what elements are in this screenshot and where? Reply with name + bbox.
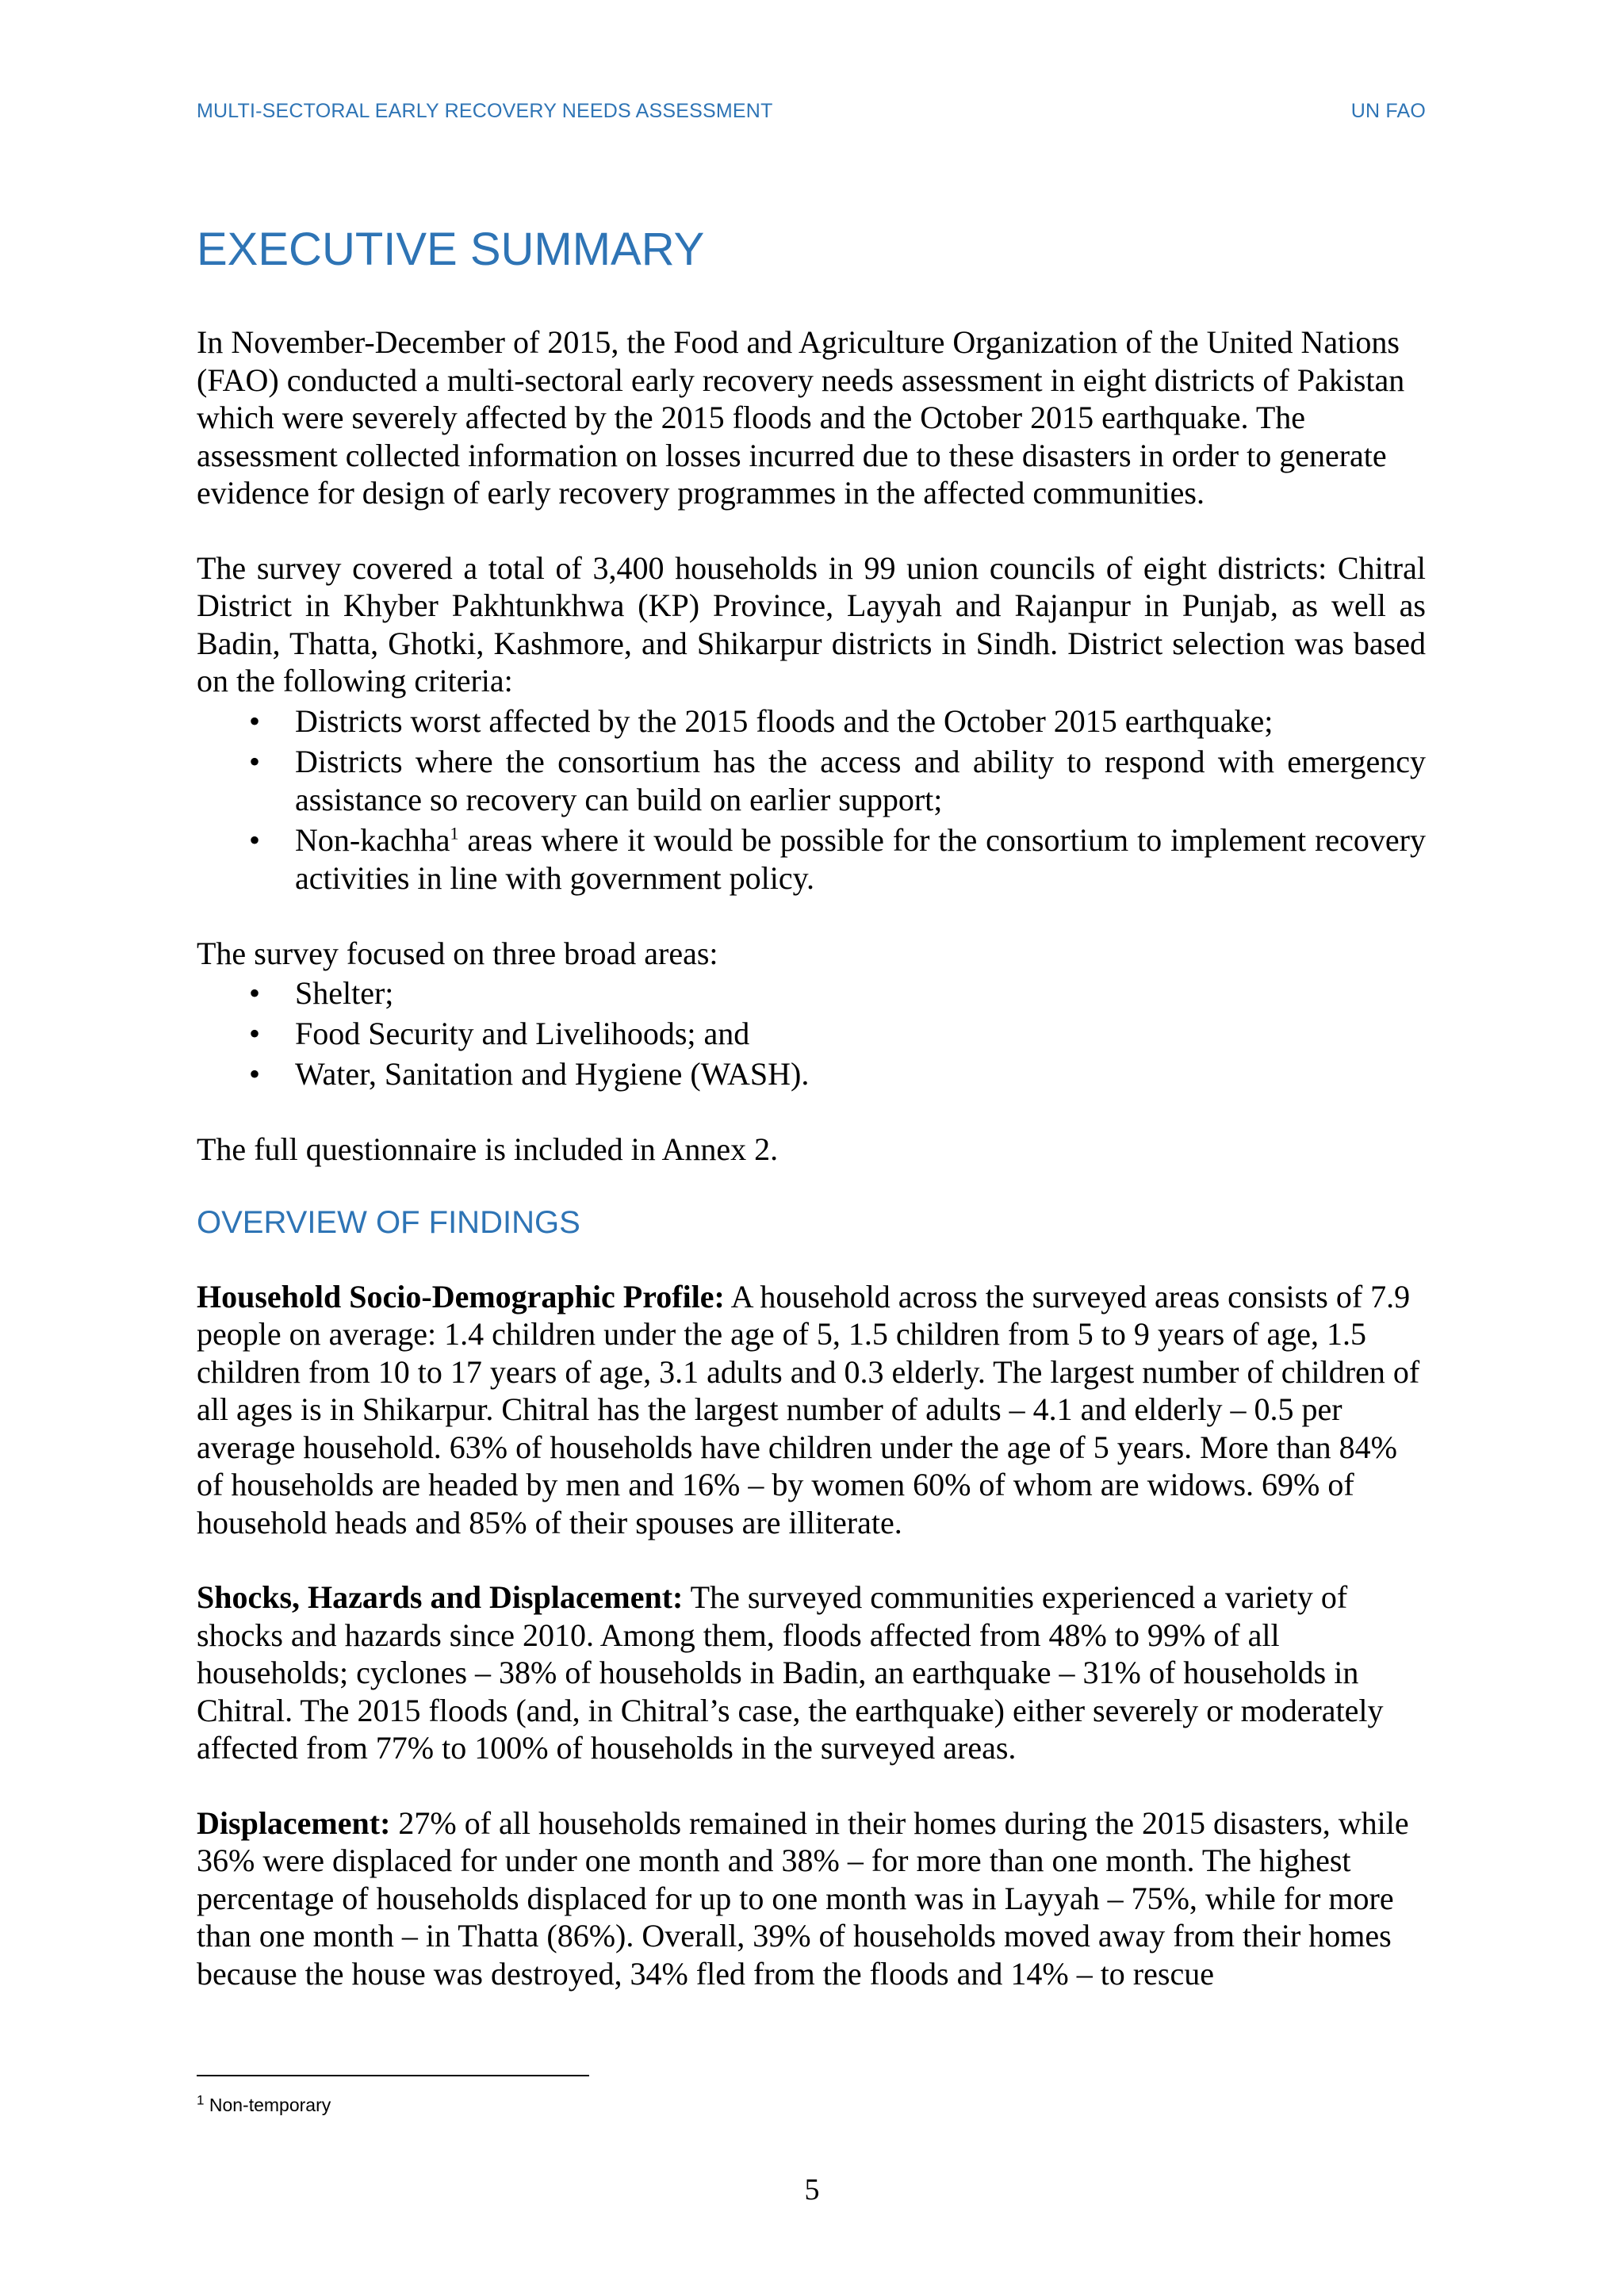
focus-area-text: Shelter; bbox=[295, 975, 394, 1011]
selection-criteria-list bbox=[197, 702, 1426, 897]
intro-paragraph: In November-December of 2015, the Food and Agriculture Organization of the United Nations (FAO) conducted a multi-sectoral early recovery needs assessment in eight districts of Pakistan which were severely affected by the 2015 floods and the October 2015 earthquake. The assessment collected information on losses incurred due to these disasters in order to generate evidence for design of early recovery programmes in the affected communities. bbox=[197, 324, 1405, 511]
list-item bbox=[197, 974, 1426, 1012]
page-title: EXECUTIVE SUMMARY bbox=[197, 224, 705, 275]
list-item bbox=[197, 821, 1426, 897]
overview-heading: OVERVIEW OF FINDINGS bbox=[197, 1204, 580, 1240]
criterion-text: Non-kachha bbox=[295, 821, 450, 858]
focus-paragraph: The survey focused on three broad areas: bbox=[197, 935, 718, 971]
bullet-icon: • bbox=[249, 975, 261, 1011]
focus-area-text: Food Security and Livelihoods; and bbox=[295, 1016, 750, 1051]
finding-label: Shocks, Hazards and Displacement: bbox=[197, 1579, 684, 1615]
criterion-text: Districts where the consortium has the access and ability to respond with emergency assistance so recovery can build on earlier support; bbox=[295, 743, 1426, 817]
page-number: 5 bbox=[804, 2173, 820, 2206]
finding-demographic-profile bbox=[197, 1278, 1426, 1542]
bullet-icon: • bbox=[249, 1056, 261, 1092]
finding-displacement bbox=[197, 1804, 1426, 1993]
bullet-icon: • bbox=[249, 743, 261, 779]
list-item bbox=[197, 1055, 1426, 1093]
finding-label: Household Socio-Demographic Profile: bbox=[197, 1278, 725, 1314]
footnote-divider bbox=[197, 2075, 589, 2076]
bullet-icon: • bbox=[249, 702, 261, 739]
criterion-text: Districts worst affected by the 2015 floods and the October 2015 earthquake; bbox=[295, 702, 1274, 739]
running-header bbox=[197, 100, 1426, 123]
list-item bbox=[197, 1015, 1426, 1053]
page-body bbox=[197, 222, 1426, 1992]
list-item bbox=[197, 702, 1426, 740]
annex-note: The full questionnaire is included in Annex 2. bbox=[197, 1131, 779, 1167]
footnote-number: 1 bbox=[197, 2092, 205, 2108]
footnote-text: Non-temporary bbox=[209, 2095, 331, 2115]
header-organization: UN FAO bbox=[1350, 100, 1426, 122]
footnote-reference: 1 bbox=[450, 823, 459, 844]
finding-text: A household across the surveyed areas consists of 7.9 people on average: 1.4 children under the age of 5, 1.5 children from 5 to 9 years of age, 1.5 children from 10 to 17 years of age, 3.1 adults and 0.3 elderly. The largest number of children of all ages is in Shikarpur. Chitral has the largest number of adults – 4.1 and elderly – 0.5 per average household. 63% of households have children under the age of 5 years. More than 84% of households are headed by men and 16% – by women 60% of whom are widows. 69% of household heads and 85% of their spouses are illiterate. bbox=[197, 1278, 1420, 1540]
focus-areas-list bbox=[197, 974, 1426, 1093]
bullet-icon: • bbox=[249, 821, 261, 858]
footnote bbox=[197, 2093, 331, 2117]
finding-shocks-hazards bbox=[197, 1578, 1426, 1767]
header-document-title: MULTI-SECTORAL EARLY RECOVERY NEEDS ASSESSMENT bbox=[197, 100, 773, 122]
focus-area-text: Water, Sanitation and Hygiene (WASH). bbox=[295, 1056, 810, 1092]
survey-paragraph: The survey covered a total of 3,400 households in 99 union councils of eight districts: Chitral District in Khyber Pakhtunkhwa (KP) Province, Layyah and Rajanpur in Punjab, as well as Badin, Thatta, Ghotki, Kashmore, and Shikarpur districts in Sindh. District selection was based on the following criteria: bbox=[197, 549, 1426, 698]
list-item bbox=[197, 743, 1426, 819]
finding-label: Displacement: bbox=[197, 1804, 391, 1841]
criterion-text: areas where it would be possible for the consortium to implement recovery activities in line with government policy. bbox=[295, 821, 1426, 896]
bullet-icon: • bbox=[249, 1016, 261, 1051]
finding-text: The surveyed communities experienced a variety of shocks and hazards since 2010. Among them, floods affected from 48% to 99% of all households; cyclones – 38% of households in Badin, an earthquake – 31% of households in Chitral. The 2015 floods (and, in Chitral’s case, the earthquake) either severely or moderately affected from 77% to 100% of households in the surveyed areas. bbox=[197, 1579, 1384, 1766]
finding-text: 27% of all households remained in their homes during the 2015 disasters, while 36% were displaced for under one month and 38% – for more than one month. The highest percentage of households displaced for up to one month was in Layyah – 75%, while for more than one month – in Thatta (86%). Overall, 39% of households moved away from their homes because the house was destroyed, 34% fled from the floods and 14% – to rescue bbox=[197, 1804, 1409, 1992]
